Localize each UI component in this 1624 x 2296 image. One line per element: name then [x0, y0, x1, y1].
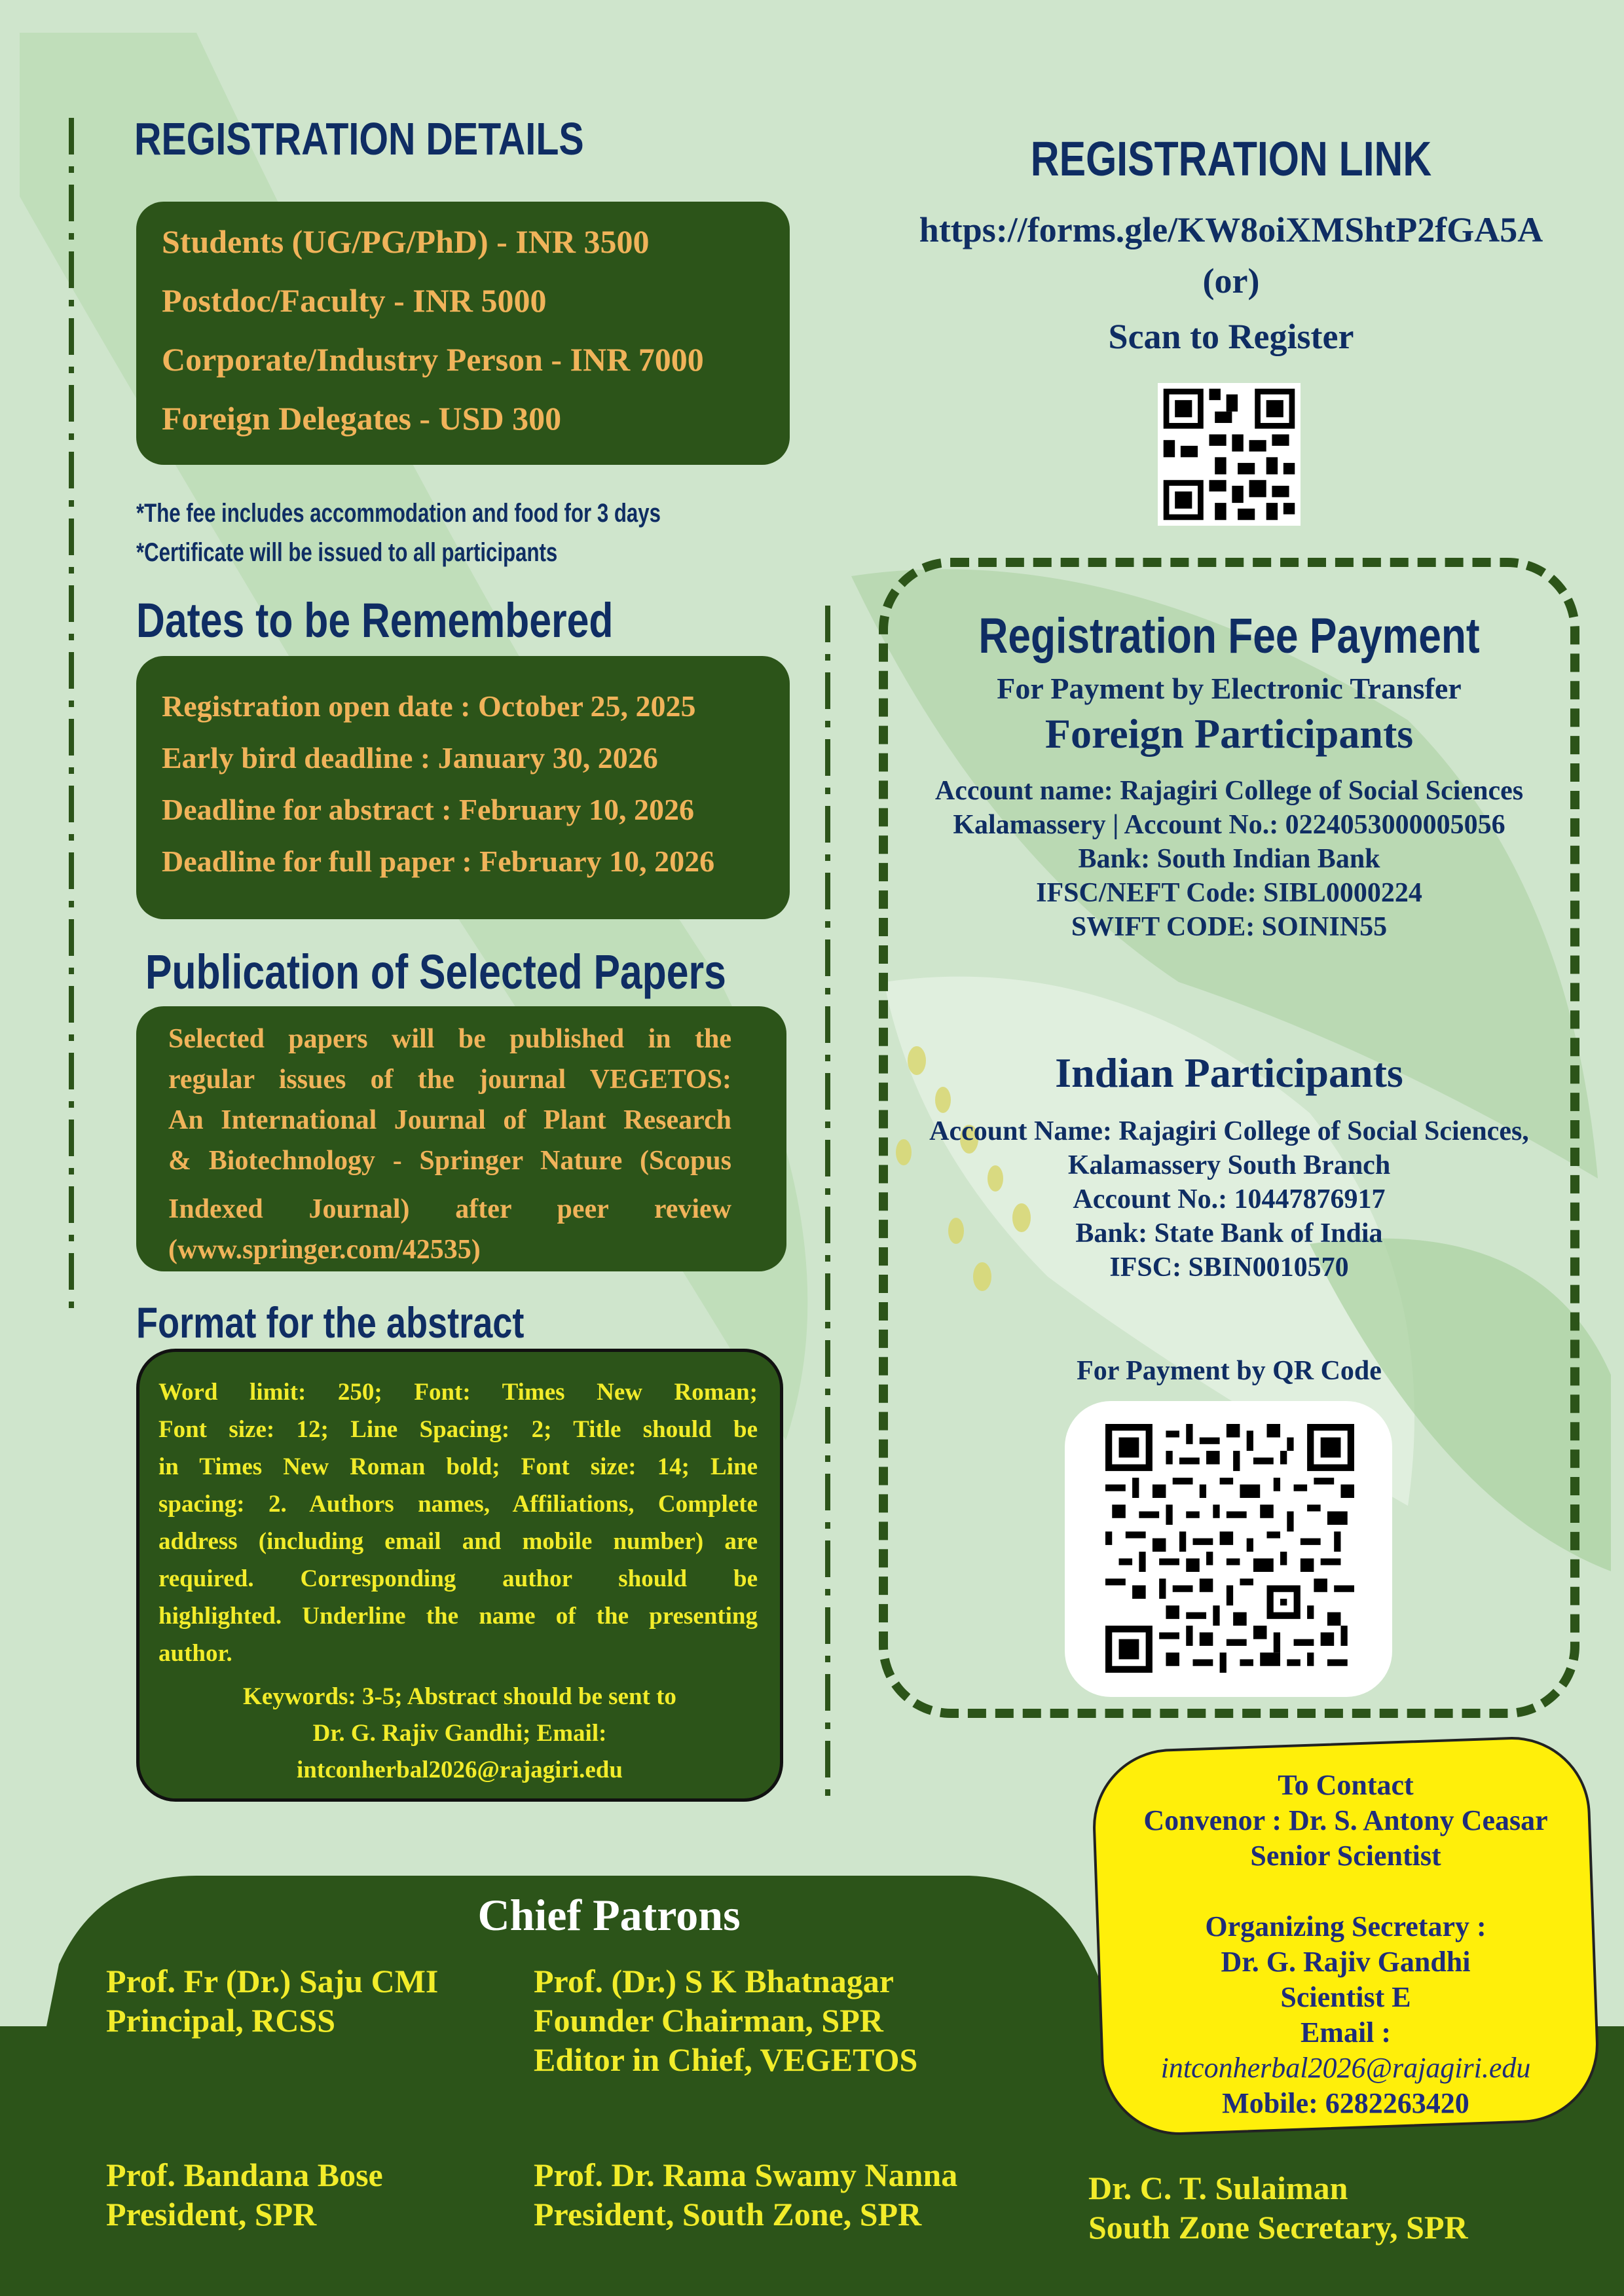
patron-name: Prof. Dr. Rama Swamy Nanna — [534, 2157, 958, 2193]
contact-mobile: Mobile: 6282263420 — [1222, 2087, 1469, 2119]
left-divider — [69, 118, 74, 1309]
payment-title: Registration Fee Payment — [978, 608, 1480, 664]
payment-qr-code[interactable] — [1105, 1421, 1354, 1676]
convenor: Convenor : Dr. S. Antony Ceasar — [1143, 1804, 1548, 1836]
patron-role: Principal, RCSS — [106, 2002, 336, 2039]
foreign-account-line: Bank: South Indian Bank — [1078, 844, 1380, 874]
date-early-bird: Early bird deadline : January 30, 2026 — [162, 741, 658, 774]
publication-line: Indexed Journal) after peer review — [168, 1194, 731, 1224]
patron-name: Prof. (Dr.) S K Bhatnagar — [534, 1963, 894, 1999]
fee-postdoc: Postdoc/Faculty - INR 5000 — [162, 282, 547, 319]
registration-url[interactable]: https://forms.gle/KW8oiXMShtP2fGA5A — [919, 210, 1543, 249]
date-fullpaper-deadline: Deadline for full paper : February 10, 2026 — [162, 845, 715, 878]
abstract-line: Word limit: 250; Font: Times New Roman; — [158, 1379, 758, 1406]
publication-line: (www.springer.com/42535) — [168, 1235, 481, 1265]
indian-account-line: Bank: State Bank of India — [1075, 1218, 1383, 1248]
foreign-account-line: Account name: Rajagiri College of Social Sciences — [934, 776, 1524, 806]
payment-subtitle: For Payment by Electronic Transfer — [997, 672, 1462, 705]
fee-foreign: Foreign Delegates - USD 300 — [162, 400, 562, 437]
qr-payment-label: For Payment by QR Code — [1077, 1356, 1382, 1386]
convenor-role: Senior Scientist — [1250, 1840, 1441, 1872]
publication-line: An International Journal of Plant Research — [168, 1105, 731, 1135]
keywords-line: Keywords: 3-5; Abstract should be sent to — [243, 1683, 676, 1710]
spacer — [1097, 1874, 1595, 1909]
publication-line: Selected papers will be published in the — [168, 1024, 731, 1054]
contact-text — [1097, 1768, 1595, 2121]
secretary-name: Dr. G. Rajiv Gandhi — [1221, 1946, 1471, 1978]
patron-sulaiman — [1088, 2168, 1468, 2247]
abstract-text — [158, 1374, 758, 1672]
secretary-role: Scientist E — [1280, 1981, 1411, 2013]
abstract-keywords — [136, 1679, 783, 1789]
foreign-account-line: Kalamassery | Account No.: 0224053000005056 — [953, 810, 1505, 840]
registration-qr-code[interactable] — [1158, 383, 1301, 526]
abstract-line: address (including email and mobile number) are — [158, 1528, 758, 1555]
note-certificate: *Certificate will be issued to all participants — [136, 538, 558, 567]
contact-title: To Contact — [1278, 1769, 1414, 1801]
indian-participants-heading: Indian Participants — [1055, 1049, 1403, 1096]
abstract-format-title: Format for the abstract — [136, 1298, 525, 1347]
secretary-label: Organizing Secretary : — [1205, 1910, 1486, 1942]
indian-account-line: Account No.: 10447876917 — [1073, 1184, 1386, 1214]
publication-line: & Biotechnology - Springer Nature (Scopus — [168, 1146, 731, 1176]
indian-account-line: IFSC: SBIN0010570 — [1109, 1252, 1349, 1283]
patron-role: Editor in Chief, VEGETOS — [534, 2041, 918, 2078]
abstract-line: required. Corresponding author should be — [158, 1565, 758, 1592]
center-divider — [825, 606, 830, 1804]
foreign-account-details — [879, 774, 1579, 944]
indian-account-details — [879, 1114, 1579, 1285]
registration-link-title: REGISTRATION LINK — [1030, 132, 1432, 186]
abstract-line: highlighted. Underline the name of the presenting — [158, 1603, 758, 1630]
patron-bhatnagar — [534, 1961, 917, 2079]
patron-name: Prof. Bandana Bose — [106, 2157, 383, 2193]
note-accommodation: *The fee includes accommodation and food for 3 days — [136, 499, 661, 528]
scan-to-register: Scan to Register — [1108, 317, 1354, 356]
contact-email[interactable]: intconherbal2026@rajagiri.edu — [1160, 2052, 1531, 2084]
registration-details-title: REGISTRATION DETAILS — [134, 113, 584, 164]
abstract-line: in Times New Roman bold; Font size: 14; Line — [158, 1453, 758, 1480]
submission-email[interactable]: intconherbal2026@rajagiri.edu — [297, 1757, 623, 1783]
foreign-participants-heading: Foreign Participants — [1044, 710, 1414, 757]
patron-role: Founder Chairman, SPR — [534, 2002, 883, 2039]
patron-bose — [106, 2155, 383, 2234]
dates-title: Dates to be Remembered — [136, 593, 614, 647]
patron-role: South Zone Secretary, SPR — [1088, 2209, 1468, 2246]
or-text: (or) — [1202, 261, 1260, 301]
fee-corporate: Corporate/Industry Person - INR 7000 — [162, 341, 704, 378]
abstract-line: Font size: 12; Line Spacing: 2; Title should be — [158, 1416, 758, 1443]
publication-text — [168, 1019, 731, 1270]
keywords-line: Dr. G. Rajiv Gandhi; Email: — [312, 1720, 607, 1747]
date-registration-open: Registration open date : October 25, 2025 — [162, 689, 696, 723]
indian-account-line: Kalamassery South Branch — [1067, 1150, 1391, 1180]
date-abstract-deadline: Deadline for abstract : February 10, 2026 — [162, 793, 694, 826]
patron-role: President, South Zone, SPR — [534, 2196, 922, 2232]
patron-role: President, SPR — [106, 2196, 317, 2232]
patron-saju — [106, 1961, 438, 2040]
patron-name: Dr. C. T. Sulaiman — [1088, 2170, 1348, 2206]
email-label: Email : — [1300, 2016, 1392, 2049]
patron-nanna — [534, 2155, 957, 2234]
indian-account-line: Account Name: Rajagiri College of Social Sciences, — [929, 1116, 1529, 1146]
foreign-account-line: IFSC/NEFT Code: SIBL0000224 — [1036, 878, 1422, 908]
abstract-line: spacing: 2. Authors names, Affiliations, Complete — [158, 1491, 758, 1518]
foreign-account-line: SWIFT CODE: SOININ55 — [1071, 912, 1388, 942]
chief-patrons-title: Chief Patrons — [477, 1890, 741, 1940]
fee-students: Students (UG/PG/PhD) - INR 3500 — [162, 223, 650, 260]
abstract-line: author. — [158, 1640, 232, 1667]
publication-title: Publication of Selected Papers — [145, 945, 726, 999]
publication-line: regular issues of the journal VEGETOS: — [168, 1065, 731, 1095]
patron-name: Prof. Fr (Dr.) Saju CMI — [106, 1963, 439, 1999]
